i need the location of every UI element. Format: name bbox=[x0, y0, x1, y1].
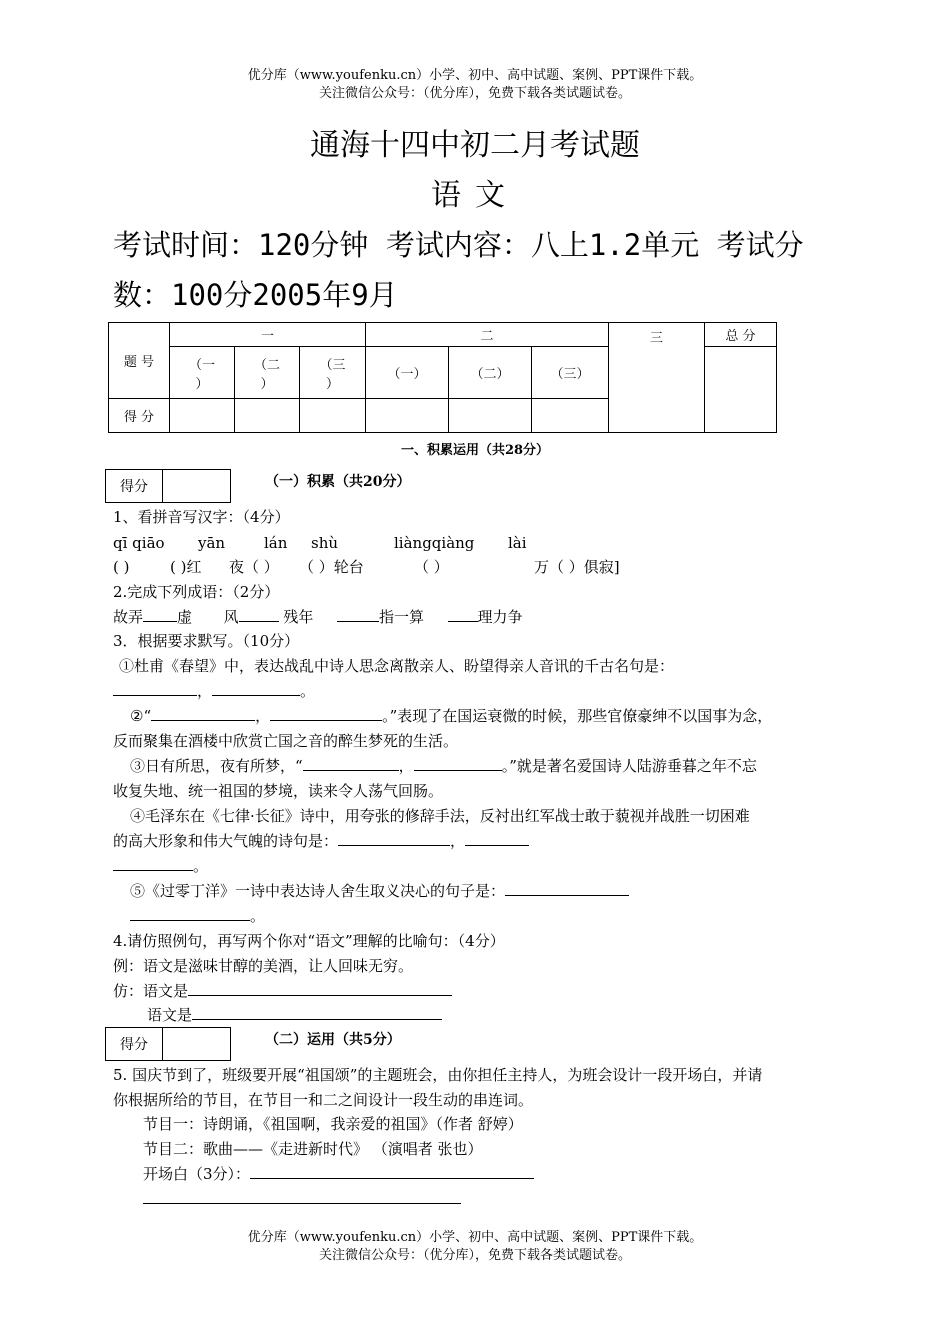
score-table-group-3: 三 bbox=[609, 323, 705, 433]
score-cell[interactable] bbox=[235, 399, 300, 433]
text: 开场白（3分）： bbox=[143, 1165, 251, 1183]
score-box-label: 得分 bbox=[106, 1028, 163, 1060]
q2-item: 残年 bbox=[283, 608, 314, 626]
punct: 。 bbox=[300, 682, 316, 700]
q2-blank[interactable] bbox=[239, 608, 279, 622]
q3-title: 3．根据要求默写。（10分） bbox=[113, 632, 300, 650]
q1-blank[interactable]: 万（ ）俱寂] bbox=[534, 558, 620, 576]
answer-line[interactable] bbox=[143, 1203, 461, 1204]
answer-blank[interactable] bbox=[130, 907, 250, 921]
q4-imitation-1 bbox=[113, 982, 452, 1000]
score-cell[interactable] bbox=[532, 399, 609, 433]
q2-item: 虚 bbox=[177, 608, 193, 626]
q1-pinyin: yān bbox=[198, 534, 226, 552]
score-box-label: 得分 bbox=[106, 470, 163, 502]
score-cell[interactable] bbox=[300, 399, 366, 433]
score-table-group-total: 总 分 bbox=[705, 323, 777, 347]
q2-blank[interactable] bbox=[448, 608, 478, 622]
score-table-group-2: 二 bbox=[366, 323, 609, 347]
q2-items bbox=[113, 608, 523, 626]
page-title: 通海十四中初二月考试题 bbox=[310, 128, 640, 163]
page-subtitle: 语文 bbox=[431, 178, 519, 213]
answer-blank[interactable] bbox=[250, 1165, 534, 1179]
q1-blank[interactable]: ( ) bbox=[113, 558, 130, 576]
q2-item: 指一算 bbox=[378, 608, 424, 626]
score-table-total-cell[interactable] bbox=[705, 347, 777, 433]
q3-s4: ④毛泽东在《七律·长征》诗中，用夸张的修辞手法，反衬出红军战士敢于藐视并战胜一切困难 bbox=[130, 807, 750, 825]
answer-blank[interactable] bbox=[188, 982, 452, 996]
q4-imitation-2 bbox=[147, 1006, 442, 1024]
answer-blank[interactable] bbox=[303, 757, 399, 771]
q3-s3-cont: 收复失地、统一祖国的梦境，读来令人荡气回肠。 bbox=[113, 782, 444, 800]
score-box-value[interactable] bbox=[163, 1028, 230, 1060]
score-table-group-1: 一 bbox=[170, 323, 366, 347]
score-table-subcol: （三） bbox=[532, 347, 609, 399]
q5-opening bbox=[143, 1165, 534, 1183]
text: 语文是 bbox=[147, 1006, 193, 1024]
q5-program-2: 节目二：歌曲——《走进新时代》 （演唱者 张也） bbox=[143, 1140, 483, 1158]
q1-blank[interactable]: ( )红 bbox=[170, 558, 202, 576]
q4-title: 4.请仿照例句，再写两个你对“语文”理解的比喻句：（4分） bbox=[113, 932, 505, 950]
score-cell[interactable] bbox=[449, 399, 532, 433]
q2-blank[interactable] bbox=[337, 608, 379, 622]
q5-line-1: 5. 国庆节到了，班级要开展“祖国颂”的主题班会，由你担任主持人，为班会设计一段开场白，并请 bbox=[113, 1066, 763, 1084]
answer-blank[interactable] bbox=[414, 757, 502, 771]
q2-item: 理力争 bbox=[477, 608, 523, 626]
q1-pinyin: lài bbox=[508, 534, 527, 552]
text: 的高大形象和伟大气魄的诗句是： bbox=[113, 832, 339, 850]
punct: ， bbox=[255, 707, 271, 725]
answer-blank[interactable] bbox=[113, 857, 193, 871]
punct: ， bbox=[450, 832, 466, 850]
header-line-2: 关注微信公众号：（优分库），免费下载各类试题试卷。 bbox=[318, 86, 631, 101]
q3-s4-end bbox=[113, 857, 208, 875]
q3-s2-cont: 反而聚集在酒楼中欣赏亡国之音的醉生梦死的生活。 bbox=[113, 732, 459, 750]
text: ②“ bbox=[130, 707, 152, 725]
exam-info-line-1: 考试时间：120分钟 考试内容：八上1.2单元 考试分 bbox=[113, 228, 804, 262]
punct: 。 bbox=[193, 857, 209, 875]
score-table-row-label-score: 得 分 bbox=[109, 399, 170, 433]
answer-blank[interactable] bbox=[212, 682, 300, 696]
punct: ， bbox=[398, 757, 414, 775]
q1-blank[interactable]: （ ）轮台 bbox=[299, 558, 364, 576]
text: 。”表现了在国运衰微的时候，那些官僚豪绅不以国事为念， bbox=[382, 707, 773, 725]
q1-pinyin: shù bbox=[311, 534, 339, 552]
q3-s1: ①杜甫《春望》中，表达战乱中诗人思念离散亲人、盼望得亲人音讯的千古名句是： bbox=[119, 657, 675, 675]
footer-line-2: 关注微信公众号：（优分库），免费下载各类试题试卷。 bbox=[318, 1248, 631, 1263]
score-cell[interactable] bbox=[366, 399, 449, 433]
score-table-subcol: （一 ） bbox=[170, 347, 235, 399]
q4-example: 例：语文是滋味甘醇的美酒，让人回味无穷。 bbox=[113, 957, 414, 975]
q2-item: 风 bbox=[223, 608, 239, 626]
q1-title: 1、看拼音写汉字：（4分） bbox=[113, 508, 290, 526]
text: ⑤《过零丁洋》一诗中表达诗人舍生取义决心的句子是： bbox=[130, 882, 506, 900]
punct: 。 bbox=[250, 907, 266, 925]
q1-pinyin: lán bbox=[264, 534, 288, 552]
answer-blank[interactable] bbox=[270, 707, 382, 721]
q1-blank[interactable]: （ ） bbox=[414, 558, 449, 576]
answer-blank[interactable] bbox=[505, 882, 629, 896]
q5-line-2: 你根据所给的节目，在节目一和二之间设计一段生动的串连词。 bbox=[113, 1091, 534, 1109]
punct: ， bbox=[197, 682, 213, 700]
q5-program-1: 节目一：诗朗诵，《祖国啊，我亲爱的祖国》（作者 舒婷） bbox=[143, 1115, 523, 1133]
footer-line-1: 优分库（www.youfenku.cn）小学、初中、高中试题、案例、PPT课件下载。 bbox=[247, 1230, 703, 1245]
score-table-row-label-qnum: 题 号 bbox=[109, 323, 170, 399]
q1-pinyin: qī qiāo bbox=[113, 534, 165, 552]
score-table-subcol: （三 ） bbox=[300, 347, 366, 399]
q1-blank[interactable]: 夜（ ） bbox=[229, 558, 279, 576]
q3-s5-end bbox=[130, 907, 265, 925]
q3-s5 bbox=[130, 882, 629, 900]
score-box-value[interactable] bbox=[163, 470, 230, 502]
score-box-1 bbox=[105, 469, 231, 503]
q3-s4-cont bbox=[113, 832, 529, 850]
q2-blank[interactable] bbox=[143, 608, 177, 622]
score-box-2 bbox=[105, 1027, 231, 1061]
text: 。”就是著名爱国诗人陆游垂暮之年不忘 bbox=[501, 757, 757, 775]
q1-pinyin: liàngqiàng bbox=[394, 534, 475, 552]
text: ③日有所思，夜有所梦，“ bbox=[130, 757, 303, 775]
part-1-title: （一）积累（共20分） bbox=[265, 474, 411, 490]
q3-s1-answer bbox=[113, 682, 315, 700]
exam-info-line-2: 数：100分2005年9月 bbox=[113, 278, 398, 312]
answer-blank[interactable] bbox=[113, 682, 197, 696]
q3-s2 bbox=[130, 707, 772, 725]
text: 仿：语文是 bbox=[113, 982, 189, 1000]
answer-blank[interactable] bbox=[338, 832, 450, 846]
answer-blank[interactable] bbox=[192, 1006, 442, 1020]
part-2-title: （二）运用（共5分） bbox=[265, 1032, 401, 1048]
score-table-subcol: （一） bbox=[366, 347, 449, 399]
score-table-subcol: （二） bbox=[449, 347, 532, 399]
score-cell[interactable] bbox=[170, 399, 235, 433]
score-table-subcol: （二 ） bbox=[235, 347, 300, 399]
answer-blank[interactable] bbox=[151, 707, 255, 721]
q2-title: 2.完成下列成语：（2分） bbox=[113, 583, 280, 601]
header-line-1: 优分库（www.youfenku.cn）小学、初中、高中试题、案例、PPT课件下载。 bbox=[247, 68, 703, 83]
q2-item: 故弄 bbox=[113, 608, 144, 626]
answer-blank[interactable] bbox=[465, 832, 529, 846]
section-1-title: 一、积累运用（共28分） bbox=[400, 443, 550, 458]
q3-s3 bbox=[130, 757, 757, 775]
score-table bbox=[108, 322, 777, 433]
